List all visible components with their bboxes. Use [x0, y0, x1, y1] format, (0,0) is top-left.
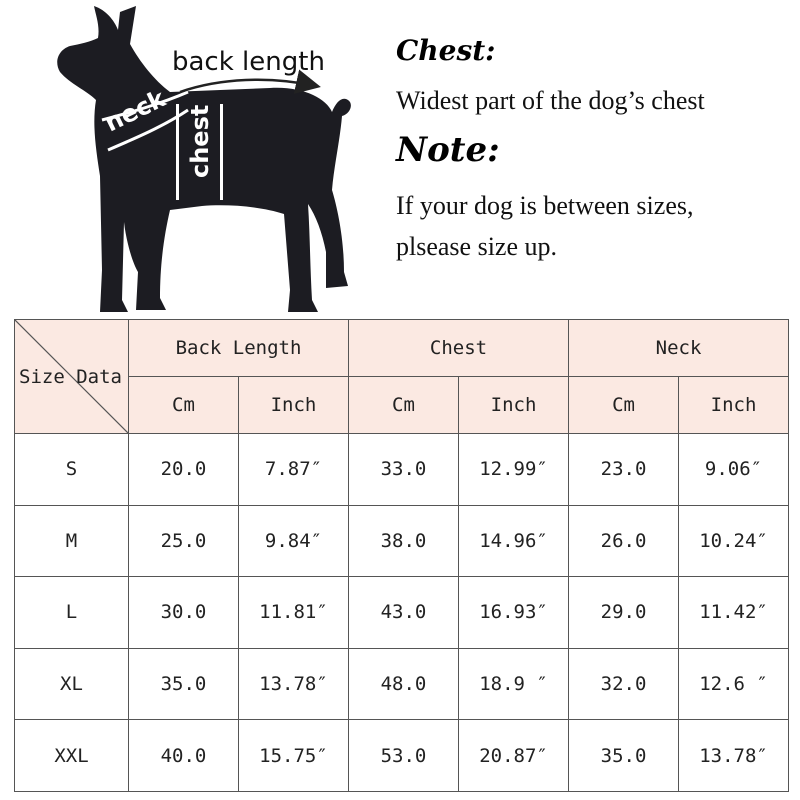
chest-label: chest [186, 104, 214, 178]
back-length-inch-header: Inch [239, 377, 349, 434]
chest-inch-cell: 20.87″ [459, 720, 569, 792]
back-length-cm-cell: 20.0 [129, 434, 239, 506]
chest-heading: Chest: [396, 34, 496, 67]
neck-cm-header: Cm [569, 377, 679, 434]
chest-inch-header: Inch [459, 377, 569, 434]
back-length-inch-cell: 13.78″ [239, 648, 349, 720]
neck-cm-cell: 35.0 [569, 720, 679, 792]
note-line-2: plsease size up. [396, 232, 558, 261]
back-length-cm-header: Cm [129, 377, 239, 434]
back-length-header: Back Length [129, 320, 349, 377]
neck-inch-header: Inch [679, 377, 789, 434]
neck-label: neck [100, 84, 170, 138]
note-heading: Note: [396, 130, 500, 170]
neck-cm-cell: 29.0 [569, 577, 679, 649]
note-line-1: If your dog is between sizes, [396, 191, 694, 220]
back-length-label: back length [172, 47, 325, 77]
size-cell: L [15, 577, 129, 649]
table-row [15, 434, 789, 506]
chest-cm-cell: 43.0 [349, 577, 459, 649]
size-cell: XL [15, 648, 129, 720]
back-length-inch-cell: 15.75″ [239, 720, 349, 792]
chest-inch-cell: 12.99″ [459, 434, 569, 506]
table-row [15, 577, 789, 649]
table-row [15, 505, 789, 577]
chest-cm-cell: 53.0 [349, 720, 459, 792]
chest-cm-cell: 48.0 [349, 648, 459, 720]
size-data-corner-cell [15, 320, 129, 434]
table-row [15, 648, 789, 720]
chest-inch-cell: 14.96″ [459, 505, 569, 577]
back-length-cm-cell: 25.0 [129, 505, 239, 577]
size-cell: S [15, 434, 129, 506]
neck-inch-cell: 11.42″ [679, 577, 789, 649]
back-length-inch-cell: 9.84″ [239, 505, 349, 577]
chest-header: Chest [349, 320, 569, 377]
table-row [15, 720, 789, 792]
size-cell: XXL [15, 720, 129, 792]
back-length-cm-cell: 30.0 [129, 577, 239, 649]
back-length-cm-cell: 40.0 [129, 720, 239, 792]
back-length-cm-cell: 35.0 [129, 648, 239, 720]
back-length-inch-cell: 7.87″ [239, 434, 349, 506]
chest-cm-header: Cm [349, 377, 459, 434]
chest-description: Widest part of the dog’s chest [396, 86, 705, 115]
neck-cm-cell: 32.0 [569, 648, 679, 720]
neck-cm-cell: 26.0 [569, 505, 679, 577]
chest-inch-cell: 16.93″ [459, 577, 569, 649]
dog-measurement-illustration [20, 0, 380, 318]
neck-inch-cell: 12.6 ″ [679, 648, 789, 720]
size-data-table [14, 319, 789, 792]
back-length-inch-cell: 11.81″ [239, 577, 349, 649]
chest-inch-cell: 18.9 ″ [459, 648, 569, 720]
neck-inch-cell: 9.06″ [679, 434, 789, 506]
size-data-label: Size Data [19, 365, 122, 388]
neck-cm-cell: 23.0 [569, 434, 679, 506]
neck-inch-cell: 13.78″ [679, 720, 789, 792]
chest-cm-cell: 38.0 [349, 505, 459, 577]
neck-header: Neck [569, 320, 789, 377]
size-cell: M [15, 505, 129, 577]
neck-inch-cell: 10.24″ [679, 505, 789, 577]
chest-cm-cell: 33.0 [349, 434, 459, 506]
